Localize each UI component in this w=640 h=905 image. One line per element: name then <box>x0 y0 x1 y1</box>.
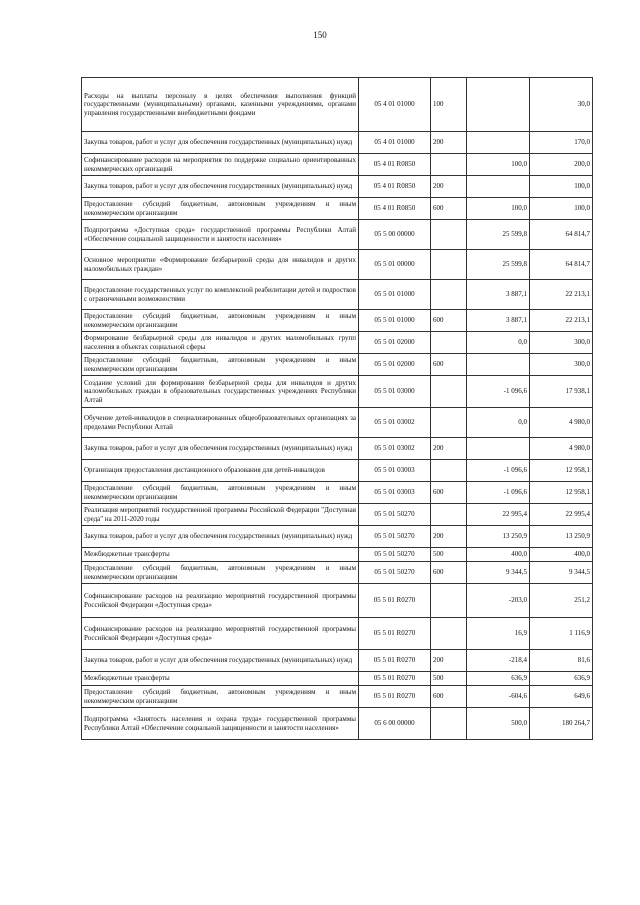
expense-type-cell: 200 <box>431 132 467 154</box>
row-name-cell: Закупка товаров, работ и услуг для обеспечения государственных (муниципальных) нужд <box>82 650 359 672</box>
target-code-cell: 05 5 01 01000 <box>359 280 431 310</box>
target-code-cell: 05 4 01 R0850 <box>359 198 431 220</box>
table-row <box>82 78 593 132</box>
target-code-cell: 05 5 01 02000 <box>359 332 431 354</box>
change-amount-cell <box>467 78 530 132</box>
table-row <box>82 376 593 408</box>
total-amount-cell: 12 958,1 <box>530 482 593 504</box>
table-row <box>82 198 593 220</box>
row-name-cell: Софинансирование расходов на реализацию мероприятий государственной программы Российской Федерации «Доступная среда» <box>82 618 359 650</box>
page-number: 150 <box>313 30 327 40</box>
row-name-cell: Закупка товаров, работ и услуг для обеспечения государственных (муниципальных) нужд <box>82 176 359 198</box>
row-name-cell: Закупка товаров, работ и услуг для обеспечения государственных (муниципальных) нужд <box>82 438 359 460</box>
target-code-cell: 05 6 00 00000 <box>359 708 431 740</box>
change-amount-cell: 22 995,4 <box>467 504 530 526</box>
target-code-cell: 05 5 01 03003 <box>359 460 431 482</box>
total-amount-cell: 9 344,5 <box>530 562 593 584</box>
target-code-cell: 05 4 01 R0850 <box>359 176 431 198</box>
change-amount-cell: 636,9 <box>467 672 530 686</box>
total-amount-cell: 17 938,1 <box>530 376 593 408</box>
table-row <box>82 708 593 740</box>
change-amount-cell <box>467 132 530 154</box>
change-amount-cell: 100,0 <box>467 198 530 220</box>
row-name-cell: Закупка товаров, работ и услуг для обеспечения государственных (муниципальных) нужд <box>82 132 359 154</box>
budget-table-body <box>82 78 593 740</box>
table-row <box>82 250 593 280</box>
total-amount-cell: 4 980,0 <box>530 438 593 460</box>
target-code-cell: 05 4 01 R0850 <box>359 154 431 176</box>
expense-type-cell: 600 <box>431 310 467 332</box>
table-row <box>82 438 593 460</box>
change-amount-cell: -1 096,6 <box>467 376 530 408</box>
table-row <box>82 686 593 708</box>
table-row <box>82 482 593 504</box>
change-amount-cell: 400,0 <box>467 548 530 562</box>
row-name-cell: Предоставление субсидий бюджетным, автономным учреждениям и иным некоммерческим организациям <box>82 562 359 584</box>
expense-type-cell: 200 <box>431 650 467 672</box>
change-amount-cell: 3 887,1 <box>467 310 530 332</box>
row-name-cell: Предоставление субсидий бюджетным, автономным учреждениям и иным некоммерческим организациям <box>82 354 359 376</box>
row-name-cell: Формирование безбарьерной среды для инвалидов и других маломобильных групп населения в объектах социальной сферы <box>82 332 359 354</box>
target-code-cell: 05 4 01 01000 <box>359 132 431 154</box>
expense-type-cell <box>431 584 467 618</box>
table-row <box>82 408 593 438</box>
total-amount-cell: 300,0 <box>530 332 593 354</box>
total-amount-cell: 649,6 <box>530 686 593 708</box>
table-row <box>82 504 593 526</box>
change-amount-cell: -203,0 <box>467 584 530 618</box>
expense-type-cell <box>431 460 467 482</box>
table-row <box>82 332 593 354</box>
target-code-cell: 05 5 01 R0270 <box>359 672 431 686</box>
total-amount-cell: 170,0 <box>530 132 593 154</box>
row-name-cell: Предоставление субсидий бюджетным, автономным учреждениям и иным некоммерческим организациям <box>82 198 359 220</box>
table-row <box>82 220 593 250</box>
expense-type-cell: 600 <box>431 482 467 504</box>
table-row <box>82 548 593 562</box>
total-amount-cell: 300,0 <box>530 354 593 376</box>
row-name-cell: Межбюджетные трансферты <box>82 672 359 686</box>
expense-type-cell: 500 <box>431 548 467 562</box>
row-name-cell: Закупка товаров, работ и услуг для обеспечения государственных (муниципальных) нужд <box>82 526 359 548</box>
budget-table <box>81 77 593 740</box>
table-row <box>82 460 593 482</box>
change-amount-cell: 100,0 <box>467 154 530 176</box>
total-amount-cell: 12 958,1 <box>530 460 593 482</box>
change-amount-cell: 25 599,8 <box>467 220 530 250</box>
row-name-cell: Межбюджетные трансферты <box>82 548 359 562</box>
total-amount-cell: 64 814,7 <box>530 250 593 280</box>
table-row <box>82 132 593 154</box>
total-amount-cell: 400,0 <box>530 548 593 562</box>
total-amount-cell: 100,0 <box>530 176 593 198</box>
change-amount-cell: 500,0 <box>467 708 530 740</box>
total-amount-cell: 200,0 <box>530 154 593 176</box>
total-amount-cell: 13 250,9 <box>530 526 593 548</box>
row-name-cell: Основное мероприятие «Формирование безбарьерной среды для инвалидов и других маломобильных граждан» <box>82 250 359 280</box>
table-row <box>82 650 593 672</box>
target-code-cell: 05 5 01 R0270 <box>359 618 431 650</box>
target-code-cell: 05 5 01 R0270 <box>359 584 431 618</box>
expense-type-cell <box>431 376 467 408</box>
expense-type-cell: 200 <box>431 176 467 198</box>
change-amount-cell: 13 250,9 <box>467 526 530 548</box>
total-amount-cell: 22 213,1 <box>530 280 593 310</box>
change-amount-cell: 0,0 <box>467 332 530 354</box>
total-amount-cell: 22 995,4 <box>530 504 593 526</box>
target-code-cell: 05 5 01 01000 <box>359 310 431 332</box>
table-row <box>82 562 593 584</box>
target-code-cell: 05 5 01 03002 <box>359 408 431 438</box>
table-row <box>82 672 593 686</box>
total-amount-cell: 180 264,7 <box>530 708 593 740</box>
change-amount-cell: -1 096,6 <box>467 482 530 504</box>
expense-type-cell: 200 <box>431 526 467 548</box>
change-amount-cell <box>467 438 530 460</box>
target-code-cell: 05 5 01 02000 <box>359 354 431 376</box>
expense-type-cell: 600 <box>431 686 467 708</box>
total-amount-cell: 4 980,0 <box>530 408 593 438</box>
change-amount-cell: 25 599,8 <box>467 250 530 280</box>
expense-type-cell <box>431 332 467 354</box>
row-name-cell: Организация предоставления дистанционного образования для детей-инвалидов <box>82 460 359 482</box>
change-amount-cell: 16,9 <box>467 618 530 650</box>
expense-type-cell <box>431 408 467 438</box>
target-code-cell: 05 5 01 03000 <box>359 376 431 408</box>
change-amount-cell: -604,6 <box>467 686 530 708</box>
change-amount-cell <box>467 354 530 376</box>
target-code-cell: 05 5 01 00000 <box>359 250 431 280</box>
expense-type-cell <box>431 708 467 740</box>
table-row <box>82 584 593 618</box>
table-row <box>82 176 593 198</box>
row-name-cell: Реализация мероприятий государственной программы Российской Федерации "Доступная среда" на 2011-2020 годы <box>82 504 359 526</box>
target-code-cell: 05 5 01 50270 <box>359 548 431 562</box>
change-amount-cell: 9 344,5 <box>467 562 530 584</box>
expense-type-cell: 100 <box>431 78 467 132</box>
row-name-cell: Предоставление субсидий бюджетным, автономным учреждениям и иным некоммерческим организациям <box>82 482 359 504</box>
expense-type-cell: 200 <box>431 438 467 460</box>
target-code-cell: 05 4 01 01000 <box>359 78 431 132</box>
expense-type-cell <box>431 250 467 280</box>
expense-type-cell <box>431 504 467 526</box>
table-row <box>82 280 593 310</box>
target-code-cell: 05 5 01 R0270 <box>359 650 431 672</box>
expense-type-cell <box>431 280 467 310</box>
expense-type-cell <box>431 220 467 250</box>
total-amount-cell: 1 116,9 <box>530 618 593 650</box>
total-amount-cell: 22 213,1 <box>530 310 593 332</box>
expense-type-cell <box>431 618 467 650</box>
change-amount-cell <box>467 176 530 198</box>
table-row <box>82 354 593 376</box>
target-code-cell: 05 5 01 50270 <box>359 504 431 526</box>
total-amount-cell: 81,6 <box>530 650 593 672</box>
table-row <box>82 526 593 548</box>
table-row <box>82 310 593 332</box>
row-name-cell: Софинансирование расходов на реализацию мероприятий государственной программы Российской Федерации «Доступная среда» <box>82 584 359 618</box>
total-amount-cell: 30,0 <box>530 78 593 132</box>
expense-type-cell: 600 <box>431 354 467 376</box>
change-amount-cell: 0,0 <box>467 408 530 438</box>
total-amount-cell: 100,0 <box>530 198 593 220</box>
change-amount-cell: -218,4 <box>467 650 530 672</box>
expense-type-cell: 600 <box>431 198 467 220</box>
table-row <box>82 154 593 176</box>
row-name-cell: Предоставление государственных услуг по комплексной реабилитации детей и подростков с ограниченными возможностями <box>82 280 359 310</box>
target-code-cell: 05 5 00 00000 <box>359 220 431 250</box>
expense-type-cell: 500 <box>431 672 467 686</box>
row-name-cell: Софинансирование расходов на мероприятия по поддержке социально ориентированных некоммерческих организаций <box>82 154 359 176</box>
target-code-cell: 05 5 01 50270 <box>359 526 431 548</box>
expense-type-cell: 600 <box>431 562 467 584</box>
total-amount-cell: 64 814,7 <box>530 220 593 250</box>
row-name-cell: Предоставление субсидий бюджетным, автономным учреждениям и иным некоммерческим организациям <box>82 686 359 708</box>
row-name-cell: Расходы на выплаты персоналу в целях обеспечения выполнения функций государственными (муниципальными) органами, казенными учреждениями, органами управления государственными внебюджетными фондами <box>82 78 359 132</box>
total-amount-cell: 251,2 <box>530 584 593 618</box>
target-code-cell: 05 5 01 03003 <box>359 482 431 504</box>
change-amount-cell: 3 887,1 <box>467 280 530 310</box>
row-name-cell: Предоставление субсидий бюджетным, автономным учреждениям и иным некоммерческим организациям <box>82 310 359 332</box>
row-name-cell: Подпрограмма «Занятость населения и охрана труда» государственной программы Республики Алтай «Обеспечение социальной защищенности и занятости населения» <box>82 708 359 740</box>
table-row <box>82 618 593 650</box>
target-code-cell: 05 5 01 R0270 <box>359 686 431 708</box>
row-name-cell: Создание условий для формирования безбарьерной среды для инвалидов и других маломобильных граждан в образовательных государственных учреждениях Республики Алтай <box>82 376 359 408</box>
expense-type-cell <box>431 154 467 176</box>
target-code-cell: 05 5 01 50270 <box>359 562 431 584</box>
target-code-cell: 05 5 01 03002 <box>359 438 431 460</box>
row-name-cell: Подпрограмма «Доступная среда» государственной программы Республики Алтай «Обеспечение социальной защищенности и занятости населения» <box>82 220 359 250</box>
change-amount-cell: -1 096,6 <box>467 460 530 482</box>
row-name-cell: Обучение детей-инвалидов в специализированных общеобразовательных организациях за пределами Республики Алтай <box>82 408 359 438</box>
total-amount-cell: 636,9 <box>530 672 593 686</box>
